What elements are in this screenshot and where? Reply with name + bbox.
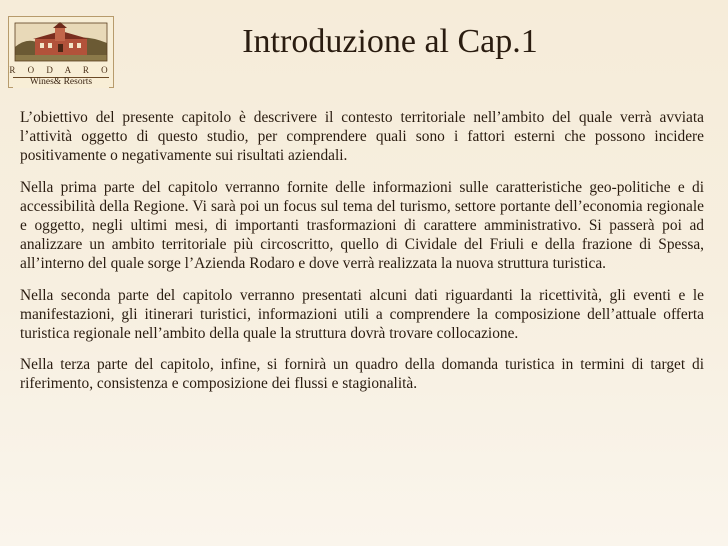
logo-tagline-text: Wines& Resorts bbox=[29, 77, 93, 87]
paragraph-third-part: Nella terza parte del capitolo, infine, si fornirà un quadro della domanda turistica in termini di target di riferimento, consistenza e composizione dei flussi e stagionalità. bbox=[20, 356, 704, 393]
paragraph-second-part: Nella seconda parte del capitolo verranno presentati alcuni dati riguardanti la ricettività, gli eventi e le manifestazioni, gli itinerari turistici, informazioni utili a comprendere la composizione dell’attuale offerta turistica regionale nell’ambito della quale la struttura dovrà trovare collocazione. bbox=[20, 286, 704, 343]
slide-body bbox=[20, 108, 704, 406]
logo-brand-text: R O D A R O bbox=[9, 65, 113, 75]
paragraph-objective: L’obiettivo del presente capitolo è descrivere il contesto territoriale nell’ambito del quale verrà avviata l’attività oggetto di questo studio, per comprendere quali sono i fattori esterni che possono incidere positivamente o negativamente sui risultati aziendali. bbox=[20, 109, 704, 165]
company-logo bbox=[8, 16, 114, 88]
estate-building-icon bbox=[9, 17, 113, 67]
slide-title: Introduzione al Cap.1 bbox=[242, 23, 538, 60]
paragraph-first-part: Nella prima parte del capitolo verranno fornite delle informazioni sulle caratteristiche geo-politiche e di accessibilità della Regione. Vi sarà poi un focus sul tema del turismo, settore portante dell’economia regionale e oggetto, negli ultimi mesi, di importanti trasformazioni di carattere amministrativo. Si passerà poi ad analizzare un ambito territoriale più circoscritto, quello di Cividale del Friuli e della frazione di Spessa, all’interno del quale sorge l’Azienda Rodaro e dove verrà realizzata la nuova struttura turistica. bbox=[20, 178, 704, 273]
